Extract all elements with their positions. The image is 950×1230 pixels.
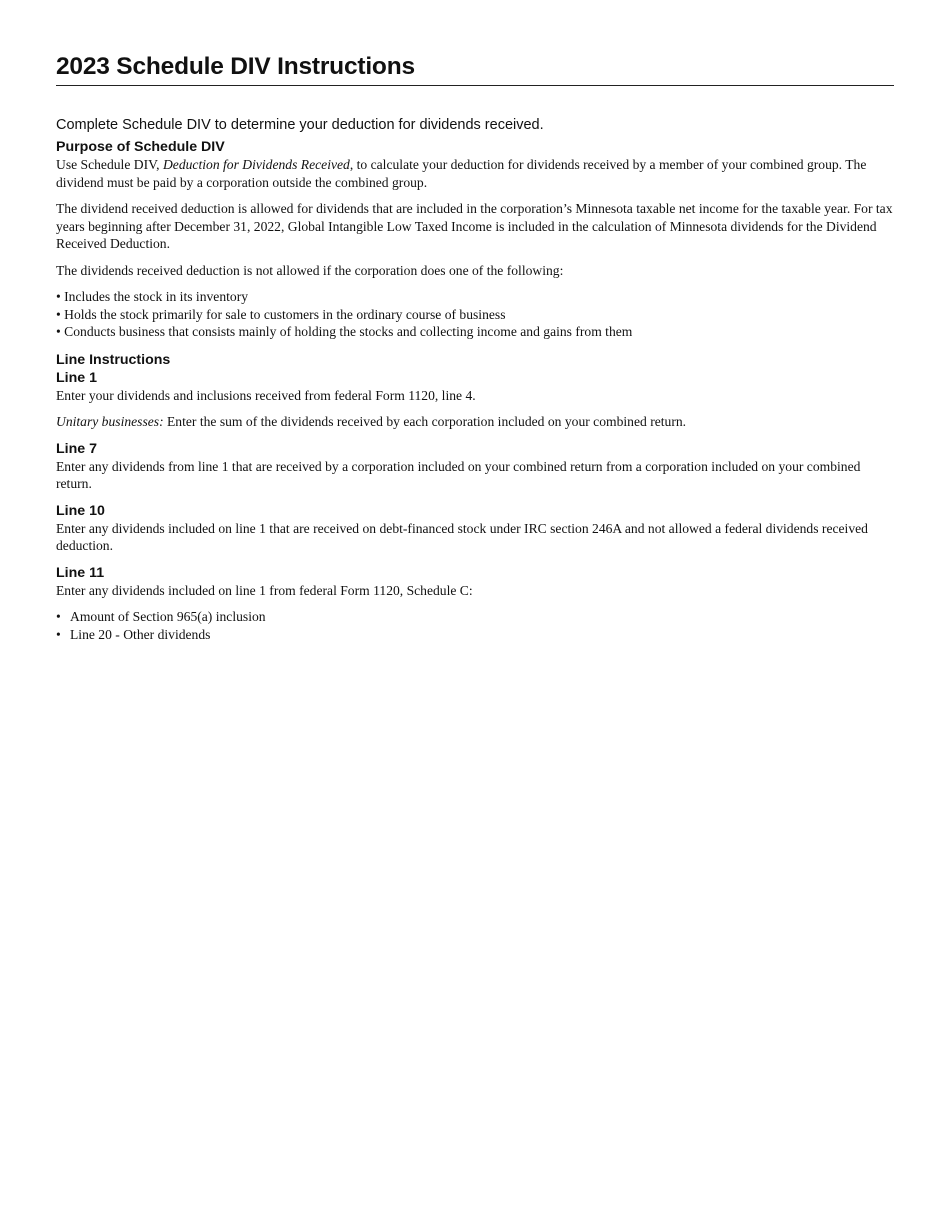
list-item <box>56 608 894 626</box>
line-11-text: Enter any dividends included on line 1 from federal Form 1120, Schedule C: <box>56 582 473 598</box>
line-11-heading: Line 11 <box>56 564 105 581</box>
list-item: • Conducts business that consists mainly of holding the stocks and collecting income and gains from them <box>56 324 633 339</box>
bullet-icon: • <box>56 609 61 624</box>
title-divider <box>56 85 894 86</box>
purpose-p1-post: , to calculate your deduction for dividends received by a member of your combined group. The dividend must be paid by a corporation outside the combined group. <box>56 157 867 190</box>
line-7-heading: Line 7 <box>56 440 97 457</box>
purpose-p1-pre: Use Schedule DIV, <box>56 157 163 172</box>
line-instructions-heading: Line Instructions <box>56 351 171 368</box>
purpose-paragraph-3: The dividends received deduction is not allowed if the corporation does one of the following: <box>56 262 564 278</box>
line-1-heading: Line 1 <box>56 369 97 386</box>
intro-text: Complete Schedule DIV to determine your deduction for dividends received. <box>56 117 544 133</box>
line-10-heading: Line 10 <box>56 502 105 519</box>
purpose-paragraph-1 <box>56 156 894 191</box>
form-title-italic: Deduction for Dividends Received <box>162 157 350 172</box>
document-page <box>56 0 894 643</box>
line-10-text: Enter any dividends included on line 1 that are received on debt-financed stock under IRC section 246A and not allowed a federal dividends received deduction. <box>56 520 868 553</box>
bullet-icon: • <box>56 626 61 642</box>
unitary-label: Unitary businesses: <box>56 414 164 429</box>
line-1-text: Enter your dividends and inclusions received from federal Form 1120, line 4. <box>56 387 476 403</box>
line-11-bullet-list <box>56 608 894 643</box>
list-item <box>56 626 894 644</box>
unitary-text: Enter the sum of the dividends received by each corporation included on your combined return. <box>163 414 687 429</box>
list-item: • Includes the stock in its inventory <box>56 289 249 304</box>
list-item: • Holds the stock primarily for sale to customers in the ordinary course of business <box>56 306 506 322</box>
purpose-paragraph-2: The dividend received deduction is allowed for dividends that are included in the corporation’s Minnesota taxable net income for the taxable year. For tax years beginning after December 31, 2022, Global Intangible Low Taxed Income is included in the calculation of Minnesota dividends for the Dividend Received Deduction. <box>56 201 893 251</box>
purpose-bullet-list <box>56 288 894 341</box>
list-item-text: Amount of Section 965(a) inclusion <box>70 609 266 624</box>
purpose-heading: Purpose of Schedule DIV <box>56 139 225 155</box>
list-item-text: Line 20 - Other dividends <box>70 626 211 642</box>
line-7-text: Enter any dividends from line 1 that are received by a corporation included on your combined return from a corporation included on your combined return. <box>56 458 861 491</box>
line-1-unitary-note <box>56 413 894 431</box>
page-title: 2023 Schedule DIV Instructions <box>56 53 415 80</box>
